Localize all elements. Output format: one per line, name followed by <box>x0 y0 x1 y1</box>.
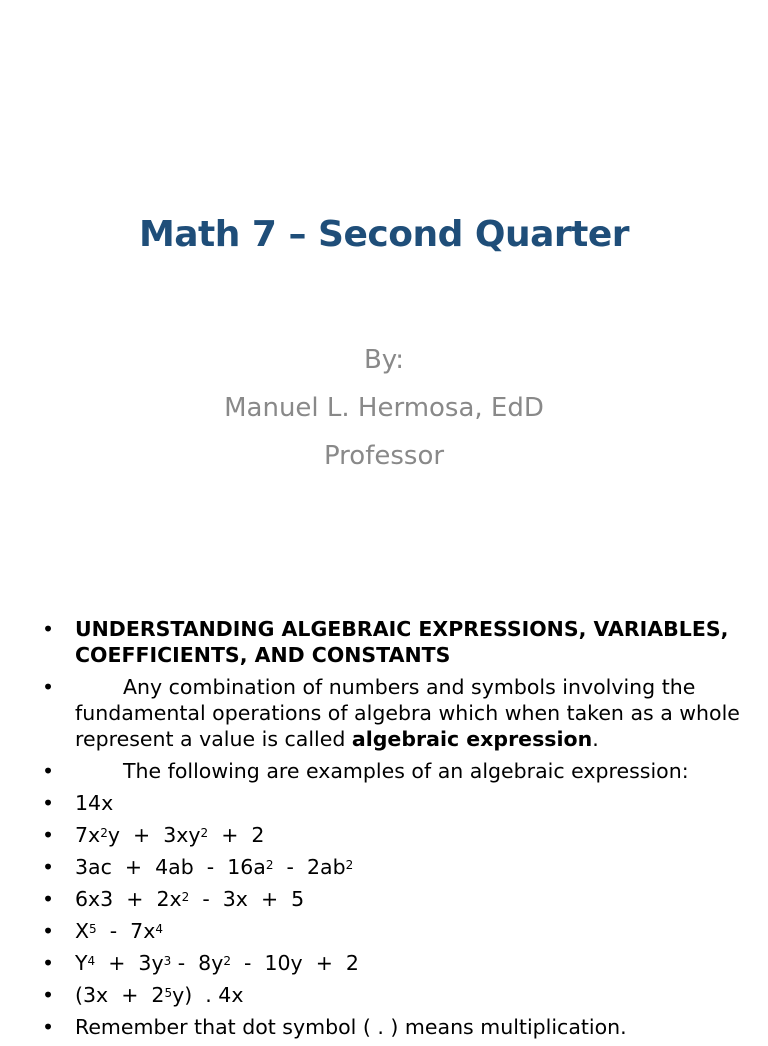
list-item <box>42 1014 742 1040</box>
example-expression: $Y^4 + 3y^3 - 8y^2 - 10y + 2$ <box>75 951 359 975</box>
example-expression: $X^5 - 7x^4$ <box>75 919 163 943</box>
bullet-icon: • <box>42 791 55 815</box>
bullet-icon: • <box>42 823 55 847</box>
bullet-icon: • <box>42 855 55 879</box>
list-item: • Any combination of numbers and symbols involving the fundamental operations of algebra which when taken as a whole represent a value is called algebraic expression. <box>42 675 740 751</box>
author-role: Professor <box>323 441 445 471</box>
slide-title: Math 7 – Second Quarter <box>138 214 630 255</box>
example-expression: $3ac + 4ab - 16a^2 - 2ab^2$ <box>75 855 354 879</box>
bullet-icon: • <box>42 1015 55 1039</box>
examples-intro: The following are examples of an algebraic expression: <box>123 759 689 783</box>
bullet-icon: • <box>42 887 55 911</box>
list-item <box>42 950 742 976</box>
example-expression: $7x^2y + 3xy^2 + 2$ <box>75 823 265 847</box>
bullet-icon: • <box>42 919 55 943</box>
list-item <box>42 982 742 1008</box>
example-expression: $6x3 + 2x^2 - 3x + 5$ <box>75 887 305 911</box>
slide-subtitle <box>0 336 768 480</box>
definition-text: Any combination of numbers and symbols involving the fundamental operations of algebra which when taken as a whole represent a value is called <box>75 675 740 751</box>
remember-note: Remember that dot symbol ( . ) means multiplication. <box>75 1015 627 1039</box>
example-expression: $(3x + 2^5y)$ . 4x <box>75 983 244 1007</box>
bullet-icon: • <box>42 675 55 699</box>
section-heading: UNDERSTANDING ALGEBRAIC EXPRESSIONS, VARIABLES, COEFFICIENTS, AND CONSTANTS <box>75 617 729 667</box>
list-item <box>42 790 742 816</box>
list-item <box>42 918 742 944</box>
list-item <box>42 854 742 880</box>
by-label: By: <box>363 345 405 375</box>
bullet-icon: • <box>42 759 55 783</box>
author-name: Manuel L. Hermosa, EdD <box>224 393 544 423</box>
list-item <box>42 822 742 848</box>
bullet-icon: • <box>42 951 55 975</box>
list-item <box>42 616 742 668</box>
bullet-list <box>42 616 742 1046</box>
content-slide <box>0 576 768 1039</box>
example-expression: 14x <box>75 791 114 815</box>
list-item <box>42 758 742 784</box>
bullet-icon: • <box>42 983 55 1007</box>
bullet-icon: • <box>42 617 55 641</box>
definition-term: algebraic expression <box>351 727 593 751</box>
list-item <box>42 886 742 912</box>
